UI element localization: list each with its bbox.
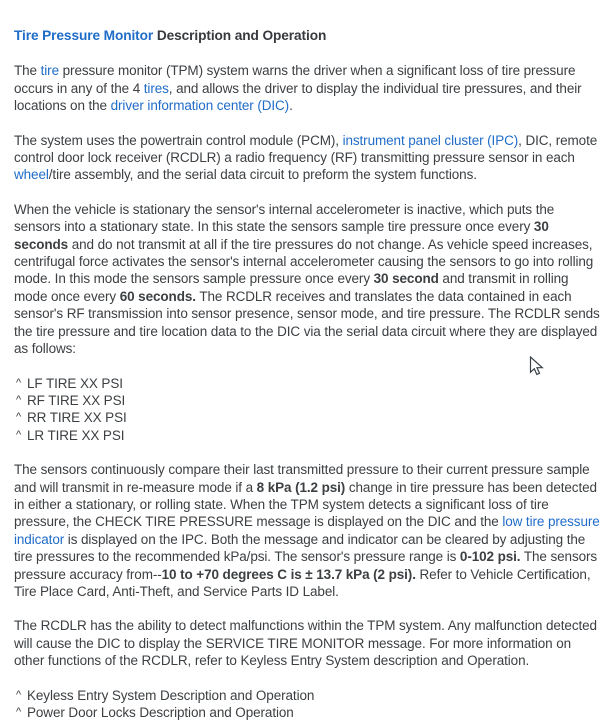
list-item <box>14 409 603 426</box>
text-run: The system uses the powertrain control module (PCM), <box>14 132 343 148</box>
text-run: , and allows the driver to display the individual tire pressures, and their locations on the <box>14 80 582 114</box>
list-marker-icon: ^ <box>16 428 22 441</box>
list-marker-icon: ^ <box>16 411 22 424</box>
text-run: The <box>14 63 41 79</box>
page-title-text: Description and Operation <box>153 28 327 43</box>
tire-pressure-monitor-link[interactable]: Tire Pressure Monitor <box>14 28 154 43</box>
text-run: 30 seconds <box>14 219 549 252</box>
wheel-link[interactable]: wheel <box>14 167 49 183</box>
text-run: The sensors pressure accuracy from-- <box>14 549 598 582</box>
text-run: The RCDLR receives and translates the data contained in each sensor's RF transmission into sensor presence, sensor mode, and tire pressure. The RCDLR sends the tire pressure and tire location data to the DIC via the serial data circuit where they are displayed as follows: <box>14 288 600 357</box>
related-documents-list <box>14 687 603 721</box>
text-run: is displayed on the IPC. Both the message and indicator can be cleared by adjusting the tire pressures to the recommended kPa/psi. The sensor's pressure range is <box>14 531 586 565</box>
text-run: The RCDLR has the ability to detect malfunctions within the TPM system. Any malfunction detected will cause the DIC to display the SERVICE TIRE MONITOR message. For more information on other functions of the RCDLR, refer to Keyless Entry System description and Operation. <box>14 618 597 669</box>
text-run: The sensors continuously compare their last transmitted pressure to their current pressure sample and will transmit in re-measure mode if a <box>14 462 590 495</box>
list-item-text: LF TIRE XX PSI <box>27 375 123 391</box>
list-item <box>14 375 603 392</box>
list-marker-icon: ^ <box>16 688 22 701</box>
paragraph-overview <box>14 62 603 114</box>
text-run: When the vehicle is stationary the sensor's internal accelerometer is inactive, which puts the sensors into a stationary state. In this state the sensors sample tire pressure once every <box>14 201 555 235</box>
list-item <box>14 687 603 704</box>
text-run: pressure monitor (TPM) system warns the driver when a significant loss of tire pressure occurs in any of the 4 <box>14 63 576 96</box>
list-item-text: RF TIRE XX PSI <box>27 392 126 408</box>
text-run: . <box>289 98 293 114</box>
text-run: 30 second <box>373 271 439 287</box>
text-run: 8 kPa (1.2 psi) <box>256 479 346 495</box>
low-tire-pressure-indicator-link[interactable]: low tire pressure indicator <box>14 514 600 547</box>
tires-link[interactable]: tires <box>143 80 169 96</box>
text-run: and transmit in rolling mode once every <box>14 271 569 304</box>
list-item-text: LR TIRE XX PSI <box>27 427 125 443</box>
paragraph-system-components <box>14 132 603 184</box>
text-run: change in tire pressure has been detected in either a stationary, or rolling state. When the TPM system detects a significant loss of tire pressure, the CHECK TIRE PRESSURE message is displayed on the DIC and the <box>14 479 597 530</box>
list-item-text: Power Door Locks Description and Operation <box>27 705 294 720</box>
list-marker-icon: ^ <box>16 706 22 718</box>
text-run: 10 to +70 degrees C is ± 13.7 kPa (2 psi). <box>161 566 416 582</box>
list-marker-icon: ^ <box>16 393 22 406</box>
list-item-text: Keyless Entry System Description and Operation <box>27 687 315 703</box>
driver-information-center-link[interactable]: driver information center (DIC) <box>110 98 290 114</box>
text-run: , DIC, remote control door lock receiver (RCDLR) a radio frequency (RF) transmitting pressure sensor in each <box>14 132 598 166</box>
text-run: 60 seconds. <box>119 288 196 304</box>
list-marker-icon: ^ <box>16 376 22 389</box>
text-run: 0-102 psi. <box>459 549 521 565</box>
text-run: Refer to Vehicle Certification, Tire Place Card, Anti-Theft, and Service Parts ID Label. <box>14 566 591 599</box>
text-run: /tire assembly, and the serial data circuit to preform the system functions. <box>48 167 477 183</box>
page-title <box>14 27 603 44</box>
list-item <box>14 427 603 444</box>
instrument-panel-cluster-link[interactable]: instrument panel cluster (IPC) <box>342 132 519 148</box>
paragraph-sensor-modes <box>14 201 603 358</box>
list-item <box>14 704 603 721</box>
list-item <box>14 392 603 409</box>
tire-pressure-display-list <box>14 375 603 445</box>
paragraph-pressure-thresholds <box>14 461 603 600</box>
tire-link[interactable]: tire <box>40 63 59 79</box>
list-item-text: RR TIRE XX PSI <box>27 410 127 426</box>
text-run: and do not transmit at all if the tire pressures do not change. As vehicle speed increases, centrifugal force activates the sensor's internal accelerometer causing the sensors to go into rolling mode. In this mode the sensors sample pressure once every <box>14 236 594 287</box>
paragraph-malfunction-detection <box>14 617 603 669</box>
